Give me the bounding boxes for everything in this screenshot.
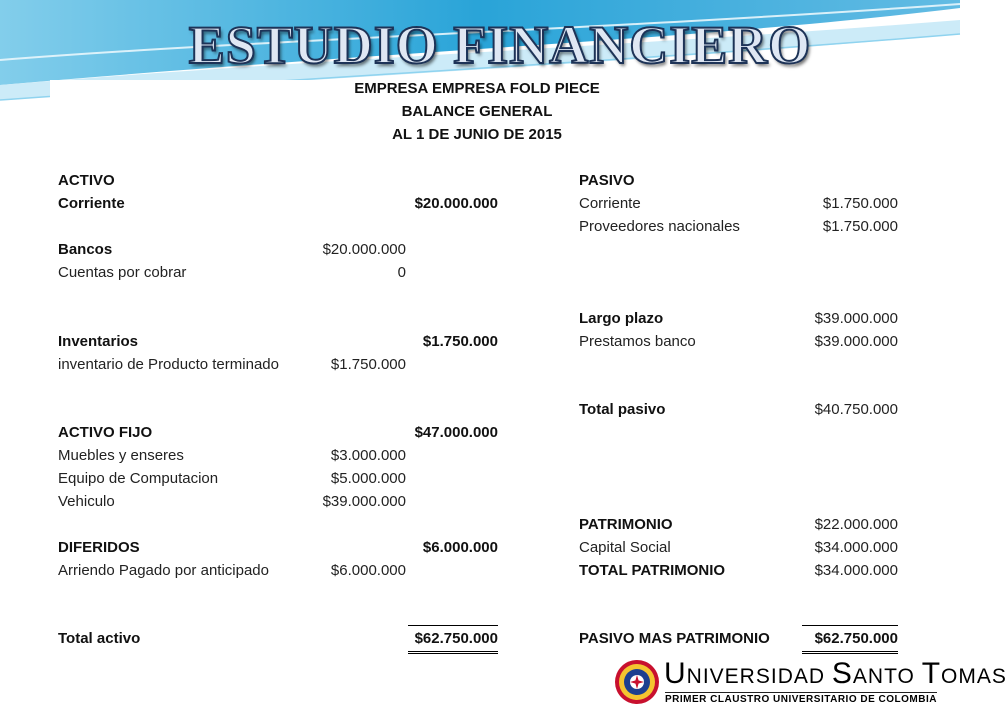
diferidos-label: DIFERIDOS: [58, 539, 140, 556]
statement-name: BALANCE GENERAL: [401, 103, 553, 120]
bancos-label: Bancos: [58, 241, 113, 258]
arriendo-value: $6.000.000: [330, 562, 406, 579]
pasivo-title: PASIVO: [579, 172, 635, 189]
university-tagline: PRIMER CLAUSTRO UNIVERSITARIO DE COLOMBIA: [665, 694, 937, 705]
pasivo-corriente-label: Corriente: [579, 195, 641, 212]
pasivo-mas-patrimonio-value: $62.750.000: [802, 625, 898, 654]
inv-producto-value: $1.750.000: [330, 356, 406, 373]
patrimonio-label: PATRIMONIO: [579, 516, 673, 533]
prestamos-label: Prestamos banco: [579, 333, 696, 350]
company-name: EMPRESA EMPRESA FOLD PIECE: [354, 80, 600, 97]
diferidos-total: $6.000.000: [422, 539, 498, 556]
muebles-value: $3.000.000: [330, 447, 406, 464]
inventarios-label: Inventarios: [58, 333, 139, 350]
proveedores-label: Proveedores nacionales: [579, 218, 740, 235]
total-patrimonio-label: TOTAL PATRIMONIO: [579, 562, 726, 579]
total-activo-value: $62.750.000: [408, 625, 498, 654]
balance-sheet: [50, 80, 904, 654]
largo-plazo-value: $39.000.000: [814, 310, 898, 327]
activo-corriente-total: $20.000.000: [414, 195, 498, 212]
muebles-label: Muebles y enseres: [58, 447, 184, 464]
slide-title: ESTUDIO FINANCIERO: [188, 15, 812, 75]
prestamos-value: $39.000.000: [814, 333, 898, 350]
vehiculo-value: $39.000.000: [322, 493, 406, 510]
vehiculo-label: Vehiculo: [58, 493, 115, 510]
arriendo-label: Arriendo Pagado por anticipado: [58, 562, 269, 579]
total-activo-label: Total activo: [58, 630, 141, 647]
activo-fijo-label: ACTIVO FIJO: [58, 424, 153, 441]
capital-value: $34.000.000: [814, 539, 898, 556]
patrimonio-value: $22.000.000: [814, 516, 898, 533]
cuentas-label: Cuentas por cobrar: [58, 264, 187, 281]
activo-corriente-label: Corriente: [58, 195, 125, 212]
inventarios-total: $1.750.000: [422, 333, 498, 350]
activo-fijo-total: $47.000.000: [414, 424, 498, 441]
statement-date: AL 1 DE JUNIO DE 2015: [392, 126, 562, 143]
pasivo-mas-patrimonio-label: PASIVO MAS PATRIMONIO: [579, 630, 770, 647]
total-pasivo-value: $40.750.000: [814, 401, 898, 418]
proveedores-value: $1.750.000: [822, 218, 898, 235]
bancos-value: $20.000.000: [322, 241, 406, 258]
university-name: UNIVERSIDAD SANTO TOMAS: [664, 657, 1007, 690]
total-patrimonio-value: $34.000.000: [814, 562, 898, 579]
equipo-label: Equipo de Computacion: [58, 470, 219, 487]
total-pasivo-label: Total pasivo: [579, 401, 666, 418]
inv-producto-label: inventario de Producto terminado: [58, 356, 279, 373]
university-seal-icon: [614, 659, 660, 705]
largo-plazo-label: Largo plazo: [579, 310, 664, 327]
pasivo-corriente-value: $1.750.000: [822, 195, 898, 212]
cuentas-value: 0: [397, 264, 406, 281]
equipo-value: $5.000.000: [330, 470, 406, 487]
activo-title: ACTIVO: [58, 172, 115, 189]
capital-label: Capital Social: [579, 539, 671, 556]
